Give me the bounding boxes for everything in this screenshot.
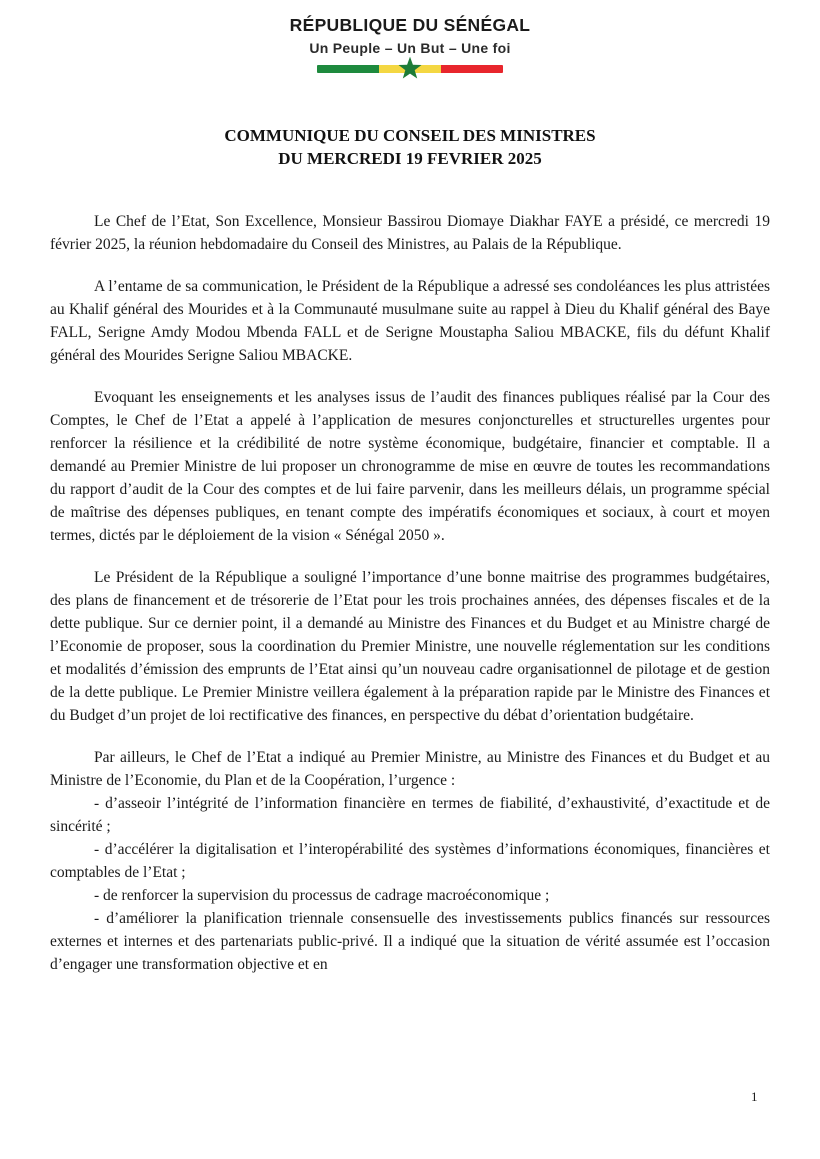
- page-number: 1: [751, 1089, 758, 1104]
- document-title-line2: DU MERCREDI 19 FEVRIER 2025: [278, 149, 542, 168]
- document-title-line1: COMMUNIQUE DU CONSEIL DES MINISTRES: [224, 126, 596, 145]
- document-body: [50, 210, 770, 976]
- document-title: [0, 124, 820, 170]
- paragraph-urgence-intro: Par ailleurs, le Chef de l’Etat a indiqué au Premier Ministre, au Ministre des Finances et du Budget et au Ministre de l’Economie, du Plan et de la Coopération, l’urgence :: [50, 749, 770, 789]
- star-icon: [398, 57, 422, 80]
- senegal-flag-bar: [317, 65, 503, 73]
- flag-green-segment: [317, 65, 379, 73]
- list-item-digitalisation: - d’accélérer la digitalisation et l’interopérabilité des systèmes d’informations économiques, financières et comptables de l’Etat ;: [50, 841, 770, 881]
- country-name: RÉPUBLIQUE DU SÉNÉGAL: [289, 15, 531, 35]
- list-item-integrite: - d’asseoir l’intégrité de l’information financière en termes de fiabilité, d’exhaustivité, d’exactitude et de sincérité ;: [50, 795, 770, 835]
- paragraph-audit: Evoquant les enseignements et les analyses issus de l’audit des finances publiques réalisé par la Cour des Comptes, le Chef de l’Etat a appelé à l’application de mesures conjoncturelles et structurelles urgentes pour renforcer la résilience et la crédibilité de notre système économique, budgétaire, financier et comptable. Il a demandé au Premier Ministre de lui proposer un chronogramme de mise en œuvre de toutes les recommandations du rapport d’audit de la Cour des comptes et de lui faire parvenir, dans les meilleurs délais, un programme spécial de maîtrise des dépenses publiques, en tenant compte des impératifs économiques et sociaux, à court et moyen termes, dictés par le déploiement de la vision « Sénégal 2050 ».: [50, 389, 770, 544]
- list-item-supervision: - de renforcer la supervision du processus de cadrage macroéconomique ;: [94, 887, 550, 904]
- paragraph-presidence: Le Chef de l’Etat, Son Excellence, Monsieur Bassirou Diomaye Diakhar FAYE a présidé, ce mercredi 19 février 2025, la réunion hebdomadaire du Conseil des Ministres, au Palais de la République.: [50, 213, 770, 253]
- paragraph-budget: Le Président de la République a souligné l’importance d’une bonne maitrise des programmes budgétaires, des plans de financement et de trésorerie de l’Etat pour les trois prochaines années, des dépenses fiscales et de la dette publique. Sur ce dernier point, il a demandé au Ministre des Finances et du Budget et au Ministre chargé de l’Economie de proposer, sous la coordination du Premier Ministre, une nouvelle réglementation sur les conditions et modalités d’émission des emprunts de l’Etat ainsi qu’un nouveau cadre organisationnel de pilotage et de gestion de la dette publique. Le Premier Ministre veillera également à la préparation rapide par le Ministre des Finances et du Budget d’un projet de loi rectificative des finances, en perspective du débat d’orientation budgétaire.: [50, 569, 770, 724]
- paragraph-condoleances: A l’entame de sa communication, le Président de la République a adressé ses condoléances les plus attristées au Khalif général des Mourides et à la Communauté musulmane suite au rappel à Dieu du Khalif général des Baye FALL, Serigne Amdy Modou Mbenda FALL et de Serigne Moustapha Saliou MBACKE, fils du défunt Khalif général des Mourides Serigne Saliou MBACKE.: [50, 278, 770, 364]
- letterhead: [0, 0, 820, 73]
- national-motto: Un Peuple – Un But – Une foi: [309, 40, 511, 56]
- flag-red-segment: [441, 65, 503, 73]
- list-item-planification: - d’améliorer la planification triennale consensuelle des investissements publics financés sur ressources externes et internes et des partenariats public-privé. Il a indiqué que la situation de vérité assumée est l’occasion d’engager une transformation objective et en: [50, 910, 770, 973]
